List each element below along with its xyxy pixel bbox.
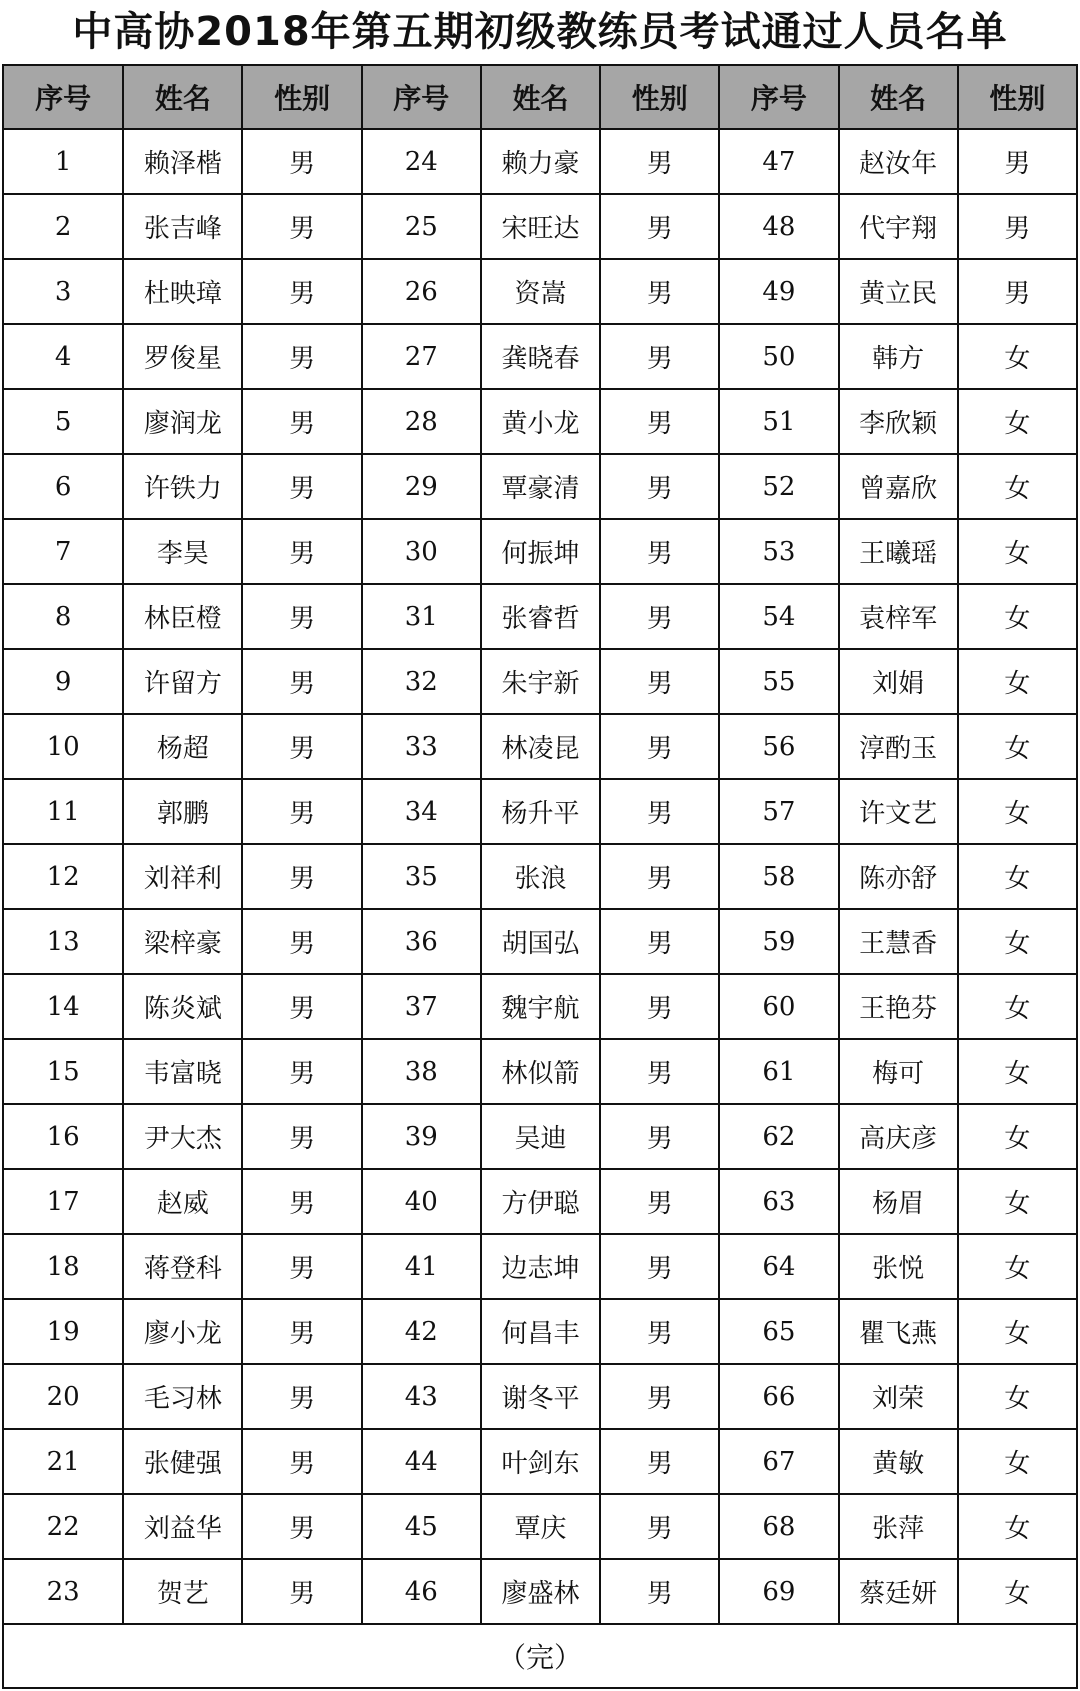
cell-index: 47 [719,129,838,194]
cell-gender: 女 [958,1494,1077,1559]
cell-name: 杜映璋 [123,259,242,324]
cell-gender: 男 [600,519,719,584]
header-cell-gender: 性别 [242,65,361,129]
cell-name: 蒋登科 [123,1234,242,1299]
cell-index: 65 [719,1299,838,1364]
table-row [3,129,1077,194]
cell-gender: 男 [242,1429,361,1494]
cell-gender: 女 [958,324,1077,389]
cell-index: 20 [3,1364,123,1429]
cell-name: 张萍 [839,1494,958,1559]
cell-index: 43 [362,1364,481,1429]
cell-name: 陈亦舒 [839,844,958,909]
cell-name: 刘娟 [839,649,958,714]
cell-name: 许文艺 [839,779,958,844]
cell-gender: 女 [958,974,1077,1039]
cell-gender: 男 [242,1559,361,1624]
cell-name: 赖泽楷 [123,129,242,194]
cell-index: 25 [362,194,481,259]
cell-index: 60 [719,974,838,1039]
cell-gender: 男 [600,1494,719,1559]
table-row [3,1559,1077,1624]
table-row [3,584,1077,649]
cell-index: 62 [719,1104,838,1169]
cell-name: 张健强 [123,1429,242,1494]
table-row [3,909,1077,974]
cell-index: 28 [362,389,481,454]
cell-gender: 男 [958,194,1077,259]
cell-gender: 男 [600,1104,719,1169]
cell-gender: 女 [958,1169,1077,1234]
cell-index: 26 [362,259,481,324]
cell-gender: 女 [958,519,1077,584]
cell-index: 56 [719,714,838,779]
cell-name: 王艳芬 [839,974,958,1039]
cell-gender: 男 [600,714,719,779]
cell-gender: 女 [958,649,1077,714]
cell-gender: 男 [600,779,719,844]
cell-index: 55 [719,649,838,714]
cell-gender: 男 [242,129,361,194]
cell-gender: 男 [242,584,361,649]
cell-gender: 男 [242,1234,361,1299]
table-row [3,519,1077,584]
table-row [3,1104,1077,1169]
cell-index: 36 [362,909,481,974]
cell-gender: 男 [600,1169,719,1234]
cell-name: 刘荣 [839,1364,958,1429]
cell-name: 林凌昆 [481,714,600,779]
cell-index: 34 [362,779,481,844]
cell-name: 李欣颖 [839,389,958,454]
cell-index: 39 [362,1104,481,1169]
cell-name: 高庆彦 [839,1104,958,1169]
table-row [3,1039,1077,1104]
cell-gender: 男 [242,649,361,714]
cell-name: 尹大杰 [123,1104,242,1169]
cell-gender: 男 [242,389,361,454]
cell-name: 袁梓军 [839,584,958,649]
cell-index: 14 [3,974,123,1039]
cell-name: 曾嘉欣 [839,454,958,519]
cell-gender: 女 [958,1039,1077,1104]
cell-gender: 女 [958,1559,1077,1624]
cell-index: 12 [3,844,123,909]
cell-name: 龚晓春 [481,324,600,389]
cell-index: 10 [3,714,123,779]
cell-gender: 男 [600,324,719,389]
table-row [3,454,1077,519]
table-row [3,974,1077,1039]
cell-index: 31 [362,584,481,649]
end-marker: （完） [3,1624,1077,1688]
cell-index: 41 [362,1234,481,1299]
header-cell-index: 序号 [3,65,123,129]
table-row [3,1169,1077,1234]
cell-gender: 男 [600,194,719,259]
cell-name: 陈炎斌 [123,974,242,1039]
cell-index: 16 [3,1104,123,1169]
cell-name: 叶剑东 [481,1429,600,1494]
cell-gender: 男 [958,259,1077,324]
header-cell-gender: 性别 [958,65,1077,129]
cell-name: 许铁力 [123,454,242,519]
cell-index: 13 [3,909,123,974]
cell-name: 张吉峰 [123,194,242,259]
cell-index: 9 [3,649,123,714]
cell-index: 7 [3,519,123,584]
cell-gender: 女 [958,1104,1077,1169]
cell-name: 方伊聪 [481,1169,600,1234]
cell-gender: 女 [958,909,1077,974]
cell-gender: 男 [958,129,1077,194]
cell-name: 刘祥利 [123,844,242,909]
cell-index: 52 [719,454,838,519]
cell-index: 44 [362,1429,481,1494]
cell-name: 何昌丰 [481,1299,600,1364]
cell-index: 33 [362,714,481,779]
cell-index: 27 [362,324,481,389]
cell-name: 杨升平 [481,779,600,844]
cell-name: 资嵩 [481,259,600,324]
cell-gender: 女 [958,454,1077,519]
cell-name: 赖力豪 [481,129,600,194]
cell-gender: 女 [958,1364,1077,1429]
table-row [3,1299,1077,1364]
table-row [3,1364,1077,1429]
table-row [3,389,1077,454]
cell-index: 66 [719,1364,838,1429]
cell-gender: 女 [958,584,1077,649]
cell-name: 谢冬平 [481,1364,600,1429]
cell-name: 林似箭 [481,1039,600,1104]
header-row [3,65,1077,129]
cell-index: 50 [719,324,838,389]
cell-name: 瞿飞燕 [839,1299,958,1364]
cell-index: 59 [719,909,838,974]
roster-table [2,64,1078,1689]
cell-gender: 男 [242,324,361,389]
cell-gender: 男 [242,454,361,519]
cell-gender: 男 [600,259,719,324]
cell-name: 朱宇新 [481,649,600,714]
cell-name: 黄小龙 [481,389,600,454]
cell-name: 廖润龙 [123,389,242,454]
cell-gender: 男 [242,519,361,584]
cell-gender: 男 [242,844,361,909]
cell-name: 赵汝年 [839,129,958,194]
cell-name: 韩方 [839,324,958,389]
cell-gender: 男 [242,194,361,259]
cell-gender: 女 [958,1299,1077,1364]
header-cell-gender: 性别 [600,65,719,129]
cell-name: 廖盛林 [481,1559,600,1624]
cell-name: 胡国弘 [481,909,600,974]
cell-name: 刘益华 [123,1494,242,1559]
cell-name: 罗俊星 [123,324,242,389]
cell-name: 覃庆 [481,1494,600,1559]
cell-gender: 男 [600,1299,719,1364]
cell-gender: 男 [242,714,361,779]
cell-index: 22 [3,1494,123,1559]
cell-gender: 男 [600,1039,719,1104]
table-row [3,649,1077,714]
cell-gender: 女 [958,779,1077,844]
cell-gender: 男 [242,909,361,974]
cell-index: 49 [719,259,838,324]
cell-name: 代宇翔 [839,194,958,259]
cell-index: 8 [3,584,123,649]
cell-index: 54 [719,584,838,649]
cell-index: 29 [362,454,481,519]
cell-name: 毛习林 [123,1364,242,1429]
footer-row [3,1624,1077,1688]
cell-gender: 女 [958,714,1077,779]
cell-index: 18 [3,1234,123,1299]
cell-name: 何振坤 [481,519,600,584]
cell-gender: 男 [600,844,719,909]
cell-index: 6 [3,454,123,519]
page-title: 中高协2018年第五期初级教练员考试通过人员名单 [72,9,1008,55]
roster-body [3,129,1077,1624]
cell-gender: 男 [242,779,361,844]
cell-index: 38 [362,1039,481,1104]
cell-index: 69 [719,1559,838,1624]
cell-index: 57 [719,779,838,844]
cell-index: 32 [362,649,481,714]
cell-gender: 男 [242,1169,361,1234]
cell-name: 郭鹏 [123,779,242,844]
cell-index: 46 [362,1559,481,1624]
cell-index: 63 [719,1169,838,1234]
cell-gender: 女 [958,1234,1077,1299]
cell-gender: 男 [600,1234,719,1299]
cell-name: 张睿哲 [481,584,600,649]
cell-index: 40 [362,1169,481,1234]
cell-name: 王曦瑶 [839,519,958,584]
cell-name: 张悦 [839,1234,958,1299]
cell-index: 5 [3,389,123,454]
cell-name: 林臣橙 [123,584,242,649]
cell-index: 67 [719,1429,838,1494]
cell-gender: 男 [600,974,719,1039]
cell-name: 杨超 [123,714,242,779]
cell-gender: 男 [600,454,719,519]
cell-name: 黄立民 [839,259,958,324]
table-row [3,1234,1077,1299]
cell-gender: 男 [600,649,719,714]
cell-index: 68 [719,1494,838,1559]
cell-gender: 男 [242,1039,361,1104]
cell-gender: 男 [600,909,719,974]
cell-index: 1 [3,129,123,194]
table-row [3,779,1077,844]
cell-index: 15 [3,1039,123,1104]
header-cell-index: 序号 [362,65,481,129]
cell-index: 23 [3,1559,123,1624]
cell-gender: 男 [600,129,719,194]
cell-index: 19 [3,1299,123,1364]
cell-gender: 男 [242,259,361,324]
cell-index: 53 [719,519,838,584]
cell-name: 淳酌玉 [839,714,958,779]
cell-gender: 女 [958,844,1077,909]
table-row [3,1494,1077,1559]
cell-index: 17 [3,1169,123,1234]
table-row [3,844,1077,909]
cell-gender: 男 [242,1299,361,1364]
cell-index: 45 [362,1494,481,1559]
cell-name: 覃豪清 [481,454,600,519]
header-cell-name: 姓名 [839,65,958,129]
cell-gender: 男 [600,1429,719,1494]
cell-name: 许留方 [123,649,242,714]
header-cell-name: 姓名 [481,65,600,129]
cell-gender: 男 [242,1104,361,1169]
cell-name: 蔡廷妍 [839,1559,958,1624]
cell-gender: 男 [600,1559,719,1624]
cell-name: 梅可 [839,1039,958,1104]
cell-index: 42 [362,1299,481,1364]
table-row [3,194,1077,259]
table-row [3,1429,1077,1494]
cell-index: 61 [719,1039,838,1104]
cell-index: 58 [719,844,838,909]
cell-name: 宋旺达 [481,194,600,259]
cell-index: 35 [362,844,481,909]
cell-index: 51 [719,389,838,454]
cell-gender: 男 [600,1364,719,1429]
cell-gender: 女 [958,1429,1077,1494]
cell-gender: 男 [600,389,719,454]
cell-name: 吴迪 [481,1104,600,1169]
cell-index: 21 [3,1429,123,1494]
cell-name: 李昊 [123,519,242,584]
cell-gender: 男 [242,1364,361,1429]
cell-index: 24 [362,129,481,194]
table-row [3,259,1077,324]
cell-gender: 男 [242,1494,361,1559]
cell-name: 王慧香 [839,909,958,974]
cell-name: 边志坤 [481,1234,600,1299]
table-row [3,714,1077,779]
cell-index: 3 [3,259,123,324]
cell-gender: 男 [242,974,361,1039]
cell-index: 4 [3,324,123,389]
cell-index: 30 [362,519,481,584]
cell-name: 黄敏 [839,1429,958,1494]
cell-name: 梁梓豪 [123,909,242,974]
cell-index: 64 [719,1234,838,1299]
cell-name: 魏宇航 [481,974,600,1039]
table-row [3,324,1077,389]
cell-index: 2 [3,194,123,259]
cell-name: 张浪 [481,844,600,909]
cell-name: 杨眉 [839,1169,958,1234]
header-cell-index: 序号 [719,65,838,129]
cell-name: 韦富晓 [123,1039,242,1104]
cell-name: 廖小龙 [123,1299,242,1364]
header-cell-name: 姓名 [123,65,242,129]
cell-index: 37 [362,974,481,1039]
cell-name: 贺艺 [123,1559,242,1624]
cell-index: 11 [3,779,123,844]
cell-gender: 男 [600,584,719,649]
cell-gender: 女 [958,389,1077,454]
cell-index: 48 [719,194,838,259]
cell-name: 赵威 [123,1169,242,1234]
